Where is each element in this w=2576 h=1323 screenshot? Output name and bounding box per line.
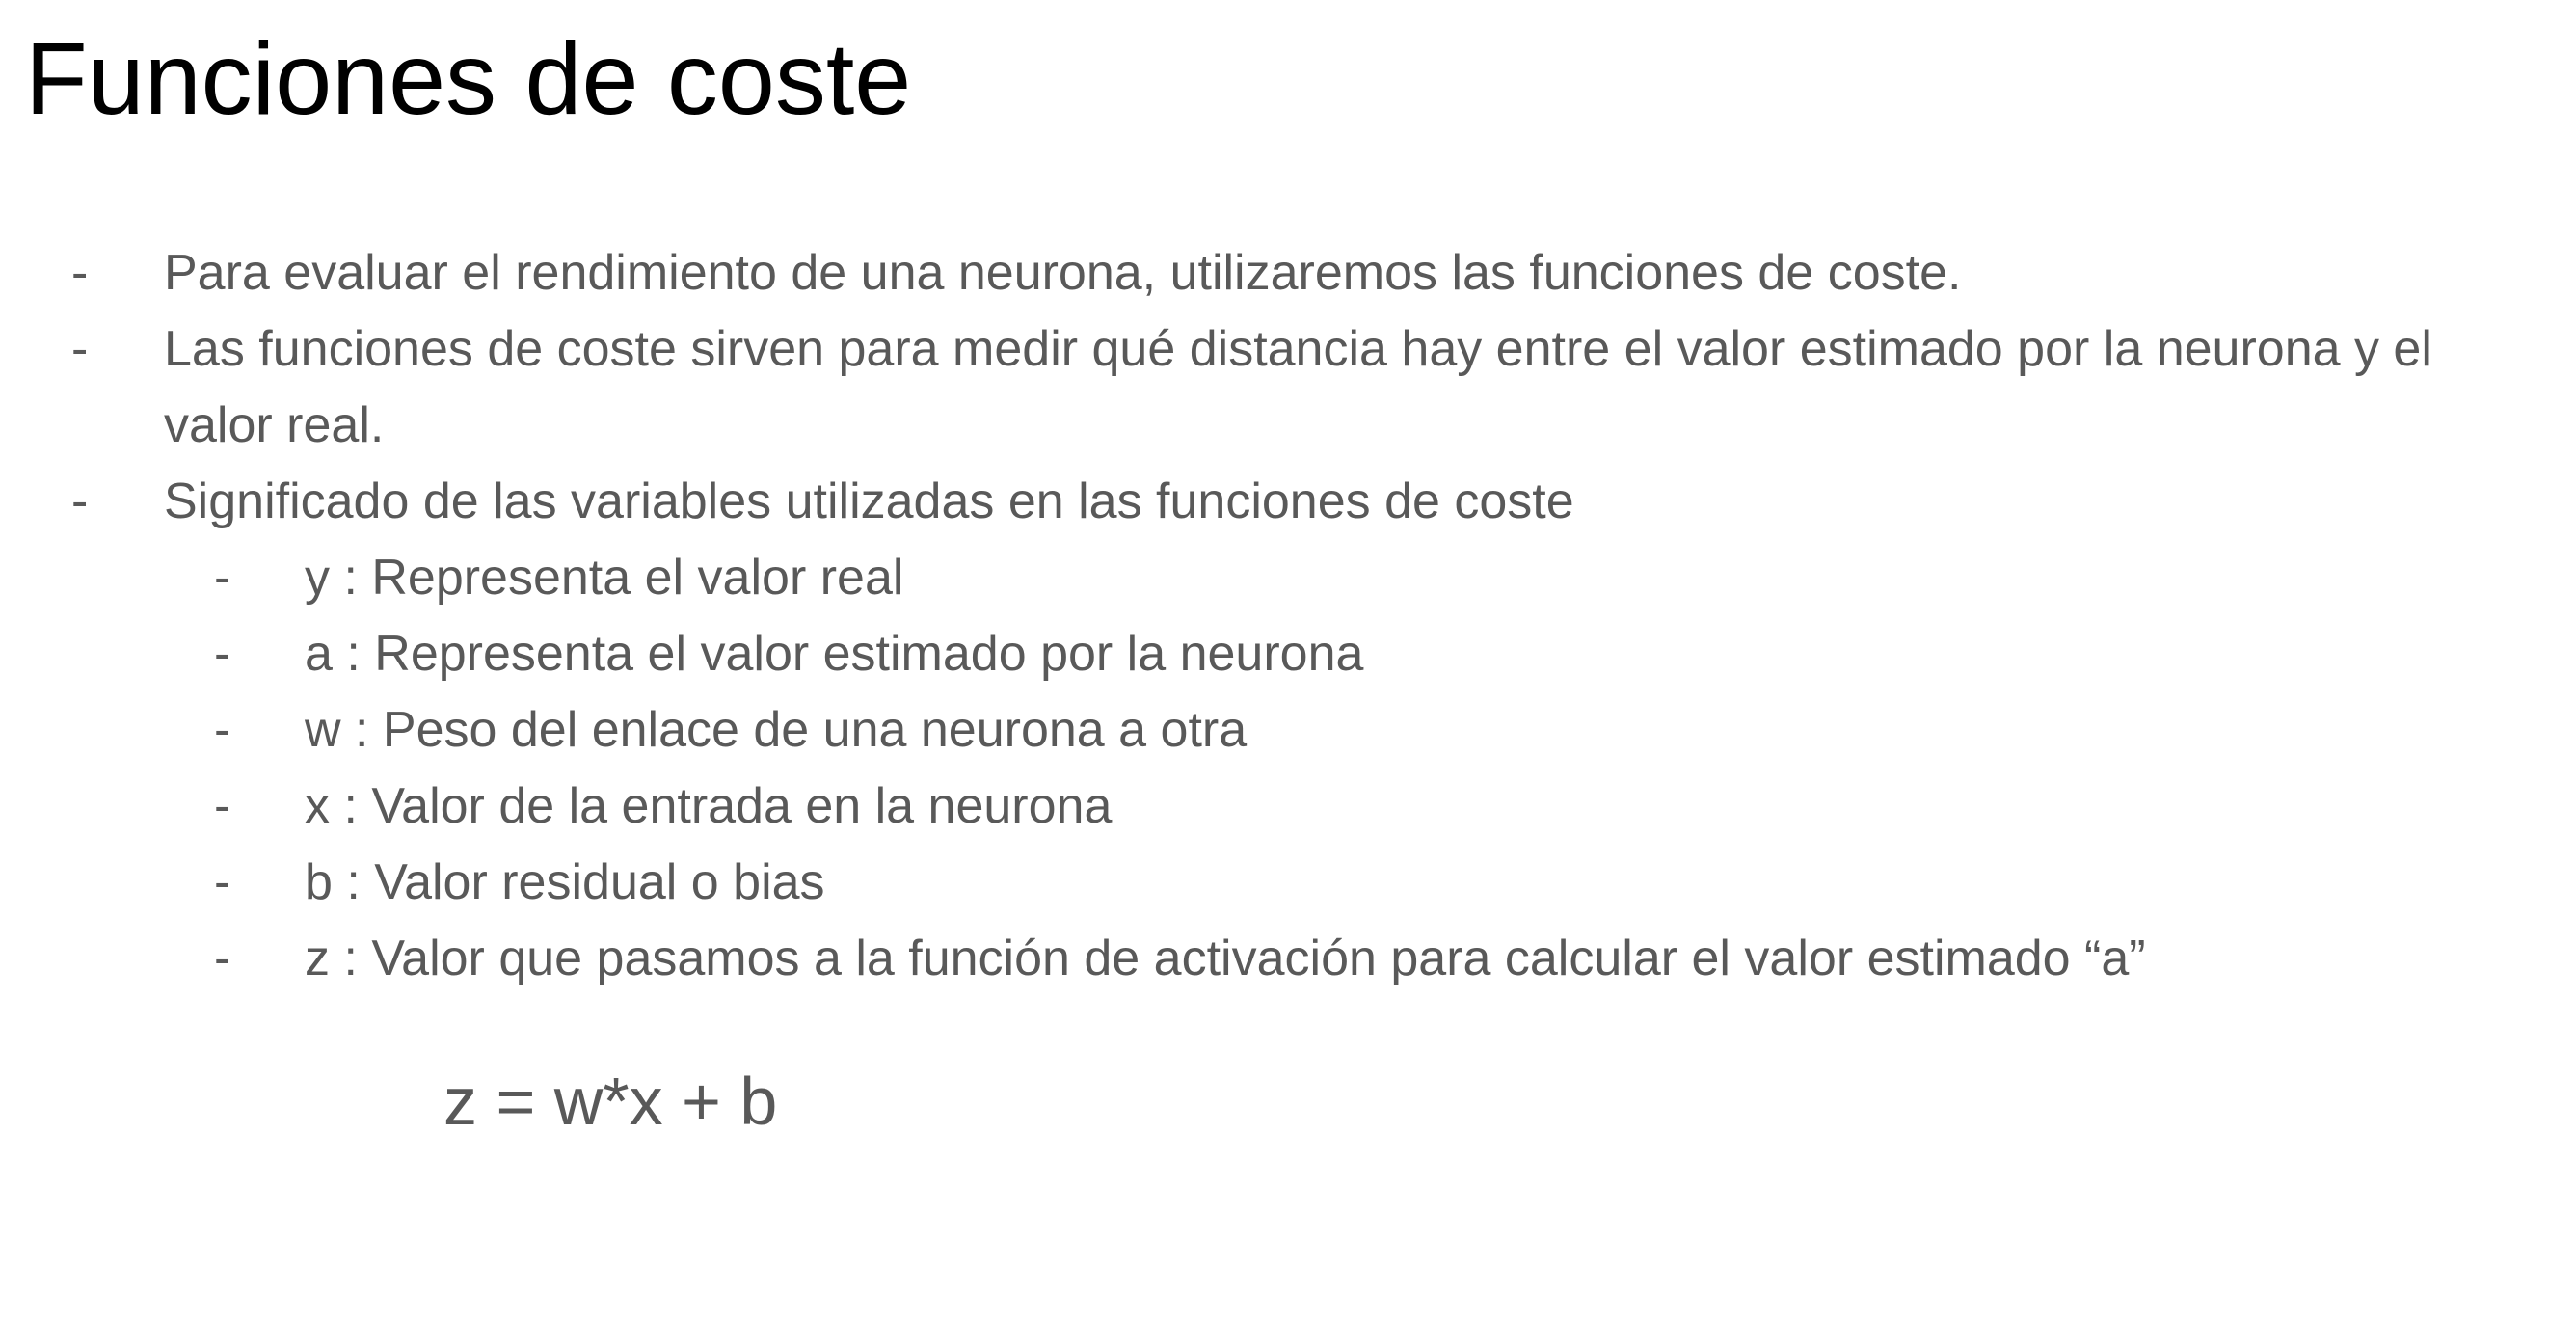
bullet-marker: - — [214, 778, 231, 834]
list-item — [0, 464, 2576, 540]
bullet-text: Para evaluar el rendimiento de una neurona, utilizaremos las funciones de coste. — [164, 245, 1962, 301]
sub-list-item — [0, 769, 2576, 845]
sub-bullet-text: z : Valor que pasamos a la función de activación para calcular el valor estimado “a” — [305, 931, 2146, 986]
sub-list-item — [0, 616, 2576, 692]
bullet-marker: - — [214, 702, 231, 758]
bullet-list — [0, 235, 2576, 997]
sub-bullet-text: a : Representa el valor estimado por la neurona — [305, 626, 1364, 682]
bullet-marker: - — [214, 550, 231, 606]
sub-list-item — [0, 921, 2576, 997]
list-item — [0, 311, 2555, 464]
sub-list-item — [0, 845, 2576, 921]
sub-bullet-text: w : Peso del enlace de una neurona a otra — [305, 702, 1248, 758]
sub-list-item — [0, 692, 2576, 769]
formula: z = w*x + b — [443, 1064, 778, 1139]
bullet-marker: - — [71, 321, 89, 377]
bullet-marker: - — [214, 931, 231, 986]
bullet-marker: - — [71, 245, 89, 301]
bullet-marker: - — [71, 473, 89, 529]
bullet-text: Significado de las variables utilizadas en las funciones de coste — [164, 473, 1574, 529]
bullet-text: Las funciones de coste sirven para medir qué distancia hay entre el valor estimado por la neurona y el valor real. — [164, 321, 2432, 453]
list-item — [0, 235, 2576, 311]
sub-bullet-text: y : Representa el valor real — [305, 550, 904, 606]
bullet-marker: - — [214, 626, 231, 682]
sub-list-item — [0, 540, 2576, 616]
sub-bullet-text: b : Valor residual o bias — [305, 854, 825, 910]
bullet-marker: - — [214, 854, 231, 910]
sub-bullet-text: x : Valor de la entrada en la neurona — [305, 778, 1113, 834]
slide-title: Funciones de coste — [25, 22, 912, 136]
